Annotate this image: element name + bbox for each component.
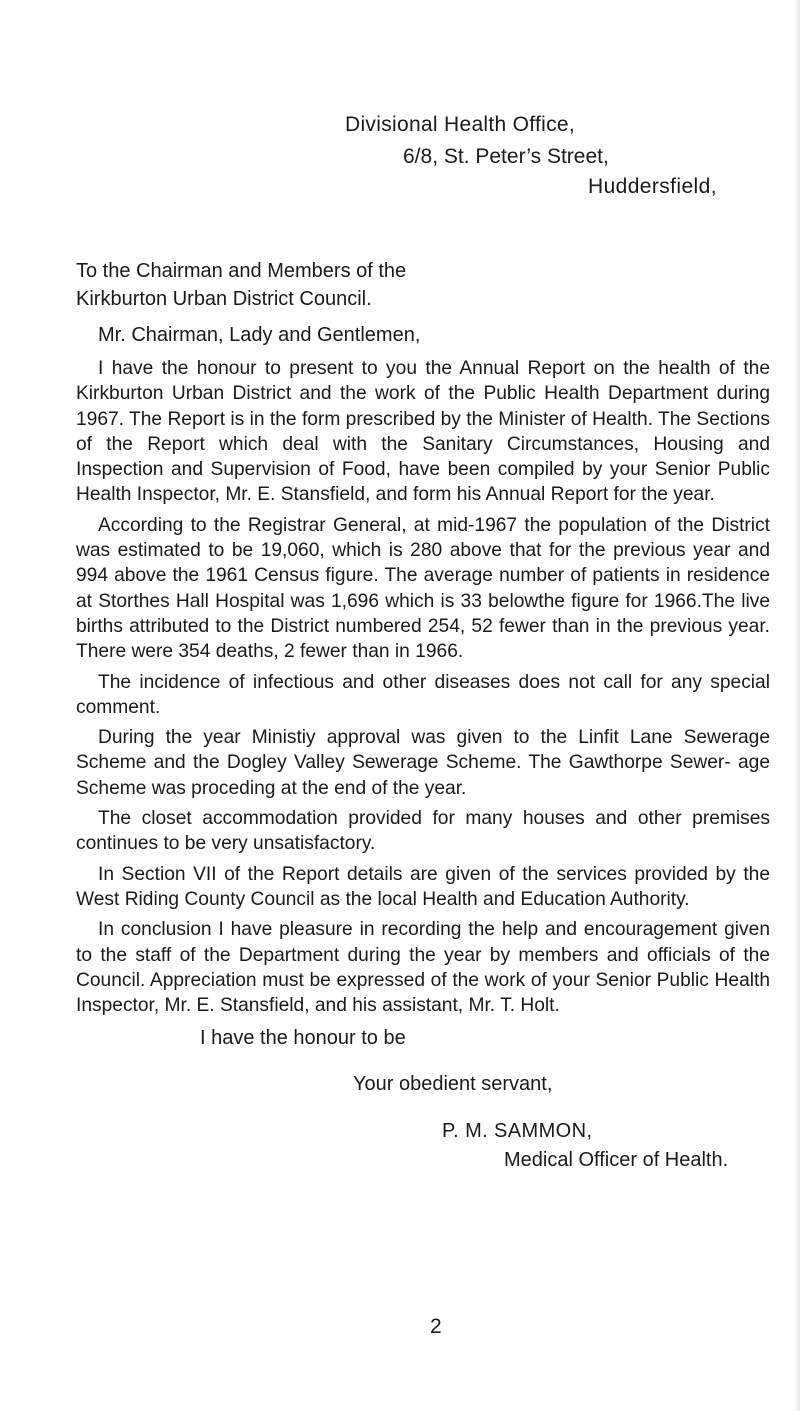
scan-edge-shadow — [794, 0, 800, 1411]
paragraph-sewerage: During the year Ministiy approval was given to the Linfit Lane Sewerage Scheme and the Dogley Valley Sewerage Scheme. The Gawthorpe Sewer- age Scheme was proceding at the end of the year. — [76, 727, 770, 799]
paragraph-conclusion: In conclusion I have pleasure in recording the help and encouragement given to the staff of the Department during the year by members and officials of the Council. Appreciation must be expressed of the work of your Senior Public Health Inspector, Mr. E. Stansfield, and his assistant, Mr. T. Holt. — [76, 919, 770, 1017]
closing-line-1: I have the honour to be — [200, 1027, 406, 1049]
address-line-1: Divisional Health Office, — [345, 113, 576, 136]
page-number: 2 — [430, 1315, 442, 1338]
address-line-2: 6/8, St. Peter’s Street, — [403, 145, 609, 168]
paragraph-county-services: In Section VII of the Report details are given of the services provided by the West Riding County Council as the local Health and Education Authority. — [76, 863, 770, 910]
recipient-line-1: To the Chairman and Members of the — [76, 260, 407, 282]
paragraph-closet-accommodation: The closet accommodation provided for many houses and other premises continues to be very unsatisfactory. — [76, 808, 770, 855]
recipient-line-2: Kirkburton Urban District Council. — [76, 288, 372, 310]
paragraph-infectious-diseases: The incidence of infectious and other diseases does not call for any special comment. — [76, 671, 770, 718]
address-line-3: Huddersfield, — [588, 175, 717, 198]
signature-title: Medical Officer of Health. — [504, 1149, 729, 1171]
letter-body — [76, 356, 770, 1023]
paragraph-introduction: I have the honour to present to you the Annual Report on the health of the Kirkburton Urban District and the work of the Public Health Department during 1967. The Report is in the form prescribed by the Minister of Health. The Sections of the Report which deal with the Sanitary Circumstances, Housing and Inspection and Supervision of Food, have been compiled by your Senior Public Health Inspector, Mr. E. Stansfield, and form his Annual Report for the year. — [76, 358, 770, 506]
closing-line-2: Your obedient servant, — [353, 1073, 553, 1095]
signature-name: P. M. SAMMON, — [442, 1120, 593, 1142]
greeting: Mr. Chairman, Lady and Gentlemen, — [98, 324, 421, 346]
paragraph-population: According to the Registrar General, at mid-1967 the population of the District was estimated to be 19,060, which is 280 above that for the previous year and 994 above the 1961 Census figure. The average number of patients in residence at Storthes Hall Hospital was 1,696 which is 33 belowthe figure for 1966.The live births attributed to the District numbered 254, 52 fewer than in the previous year. There were 354 deaths, 2 fewer than in 1966. — [76, 514, 770, 663]
